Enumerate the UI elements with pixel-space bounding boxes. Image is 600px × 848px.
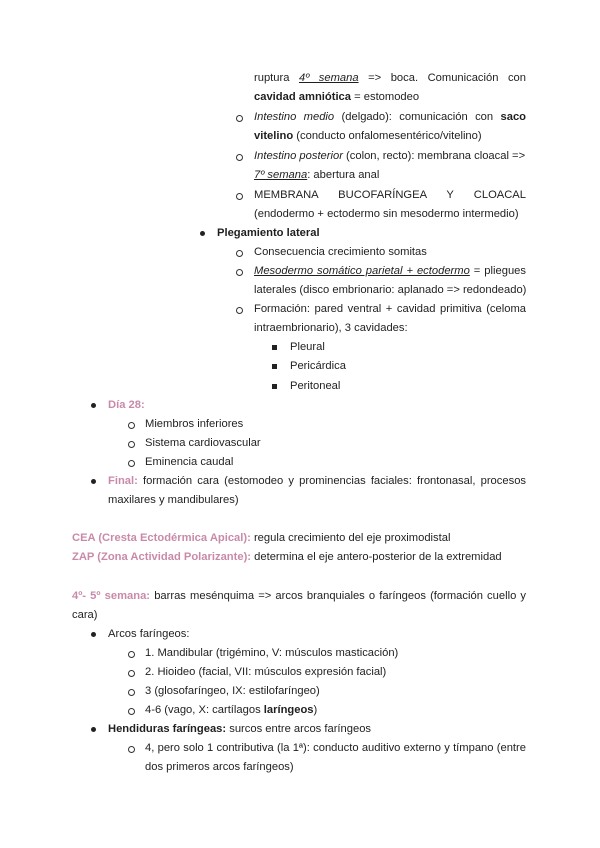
hollow-bullet-icon: [128, 422, 135, 429]
hollow-bullet-icon: [128, 708, 135, 715]
hollow-bullet-icon: [128, 460, 135, 467]
list-item: Sistema cardiovascular: [145, 437, 261, 449]
hollow-bullet-icon: [128, 651, 135, 658]
text-line: maxilares y mandibulares): [108, 494, 239, 506]
filled-bullet-icon: [200, 231, 205, 236]
hollow-bullet-icon: [236, 193, 243, 200]
text-line: MEMBRANA BUCOFARÍNGEA Y CLOACAL: [254, 189, 526, 201]
text-line: cara): [72, 609, 98, 621]
text-line: Final: formación cara (estomodeo y prominencias faciales: frontonasal, procesos: [108, 475, 527, 487]
text-line: vitelino (conducto onfalomesentérico/vitelino): [254, 130, 482, 142]
hollow-bullet-icon: [236, 154, 243, 161]
text-line: Mesodermo somático parietal + ectodermo = pliegues: [254, 265, 526, 277]
text-line: Intestino posterior (colon, recto): membrana cloacal =>: [254, 150, 526, 162]
hollow-bullet-icon: [128, 670, 135, 677]
text-line-cea: CEA (Cresta Ectodérmica Apical): regula crecimiento del eje proximodistal: [72, 532, 451, 544]
list-item: 4-6 (vago, X: cartílagos laríngeos): [145, 704, 318, 716]
hollow-bullet-icon: [128, 441, 135, 448]
list-item: 2. Hioideo (facial, VII: músculos expresión facial): [145, 666, 387, 678]
square-bullet-icon: [272, 345, 277, 350]
hollow-bullet-icon: [236, 269, 243, 276]
text-line-zap: ZAP (Zona Actividad Polarizante): determina el eje antero-posterior de la extremidad: [72, 551, 502, 563]
list-item: Hendiduras faríngeas: surcos entre arcos faríngeos: [108, 723, 372, 735]
text-line: 4º- 5º semana: barras mesénquima => arcos branquiales o faríngeos (formación cuello y: [72, 590, 527, 602]
list-item: Peritoneal: [290, 380, 341, 392]
hollow-bullet-icon: [236, 115, 243, 122]
heading-dia-28: Día 28:: [108, 399, 145, 411]
filled-bullet-icon: [91, 403, 96, 408]
hollow-bullet-icon: [128, 689, 135, 696]
list-item: Pericárdica: [290, 360, 346, 372]
square-bullet-icon: [272, 384, 277, 389]
list-item: Arcos faríngeos:: [108, 628, 190, 640]
text-line: 7º semana: abertura anal: [254, 169, 380, 181]
hollow-bullet-icon: [128, 746, 135, 753]
hollow-bullet-icon: [236, 250, 243, 257]
text-line: laterales (disco embrionario: aplanado => redondeado): [254, 284, 527, 296]
text-line: 4, pero solo 1 contributiva (la 1ª): conducto auditivo externo y tímpano (entre: [145, 742, 526, 754]
hollow-bullet-icon: [236, 307, 243, 314]
square-bullet-icon: [272, 364, 277, 369]
text-line: intraembrionario), 3 cavidades:: [254, 322, 408, 334]
heading: Plegamiento lateral: [217, 227, 320, 239]
text-line: Consecuencia crecimiento somitas: [254, 246, 427, 258]
text-line: Intestino medio (delgado): comunicación con saco: [254, 111, 526, 123]
list-item: 1. Mandibular (trigémino, V: músculos masticación): [145, 647, 399, 659]
text-line: Formación: pared ventral + cavidad primitiva (celoma: [254, 303, 526, 315]
list-item: Eminencia caudal: [145, 456, 234, 468]
list-item: Pleural: [290, 341, 325, 353]
text-line: dos primeros arcos faríngeos): [145, 761, 294, 773]
text-line: ruptura 4º semana => boca. Comunicación con: [254, 72, 527, 84]
filled-bullet-icon: [91, 479, 96, 484]
filled-bullet-icon: [91, 727, 96, 732]
filled-bullet-icon: [91, 632, 96, 637]
list-item: Miembros inferiores: [145, 418, 244, 430]
list-item: 3 (glosofaríngeo, IX: estilofaríngeo): [145, 685, 320, 697]
text-line: cavidad amniótica = estomodeo: [254, 91, 420, 103]
text-line: (endodermo + ectodermo sin mesodermo intermedio): [254, 208, 519, 220]
